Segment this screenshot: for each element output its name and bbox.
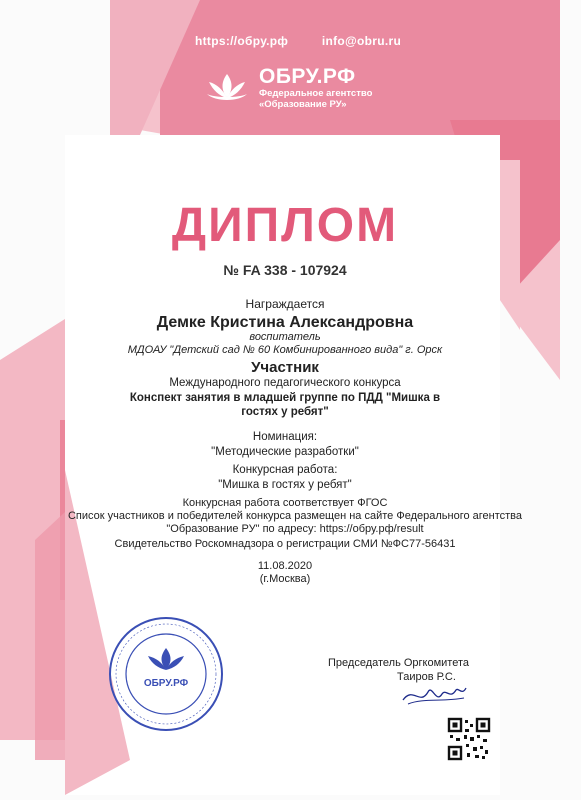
work-value: "Мишка в гостях у ребят": [218, 479, 352, 491]
contest-name: Международного педагогического конкурса: [169, 377, 401, 389]
header-contacts: [195, 34, 431, 48]
brand-logo: [205, 66, 372, 110]
smi-registration-note: Свидетельство Роскомнадзора о регистрации СМИ №ФС77-56431: [114, 538, 456, 550]
lotus-logo-icon: [205, 68, 249, 108]
issue-date: 11.08.2020: [257, 560, 313, 572]
qr-code-icon: [447, 717, 491, 761]
stamp-brand: ОБРУ.РФ: [143, 678, 189, 689]
brand-subtitle-2: «Образование РУ»: [259, 99, 347, 110]
diploma-number: № FA 338 - 107924: [223, 262, 347, 278]
recipient-position: воспитатель: [249, 331, 321, 343]
nomination-value: "Методические разработки": [211, 446, 359, 458]
work-title: Конспект занятия в младшей группе по ПДД "Мишка в гостях у ребят": [129, 392, 441, 418]
issue-city: (г.Москва): [259, 573, 311, 585]
signature-icon: [398, 678, 468, 708]
email-link[interactable]: info@obru.ru: [321, 34, 402, 48]
recipient-organization: МДОАУ "Детский сад № 60 Комбинированного вида" г. Орск: [127, 344, 443, 356]
diploma-title: ДИПЛОМ: [171, 199, 399, 252]
chair-label: Председатель Оргкомитета: [328, 657, 470, 669]
website-link[interactable]: https://обру.рф: [195, 34, 289, 48]
results-list-note: Список участников и победителей конкурса размещен на сайте Федерального агентства "Образование РУ" по адресу: https://обру.рф/result: [67, 510, 523, 535]
official-stamp-icon: [106, 614, 226, 734]
brand-subtitle-1: Федеральное агентство: [259, 88, 373, 99]
brand-name: ОБРУ.РФ: [259, 65, 356, 88]
nomination-label: Номинация:: [252, 431, 318, 443]
awarded-label: Награждается: [245, 297, 325, 311]
work-label: Конкурсная работа:: [232, 464, 338, 476]
recipient-name: Демке Кристина Александровна: [156, 314, 414, 331]
fgos-note: Конкурсная работа соответствует ФГОС: [182, 497, 388, 509]
participant-status: Участник: [251, 359, 319, 376]
chair-name: Таиров Р.С.: [397, 671, 456, 683]
